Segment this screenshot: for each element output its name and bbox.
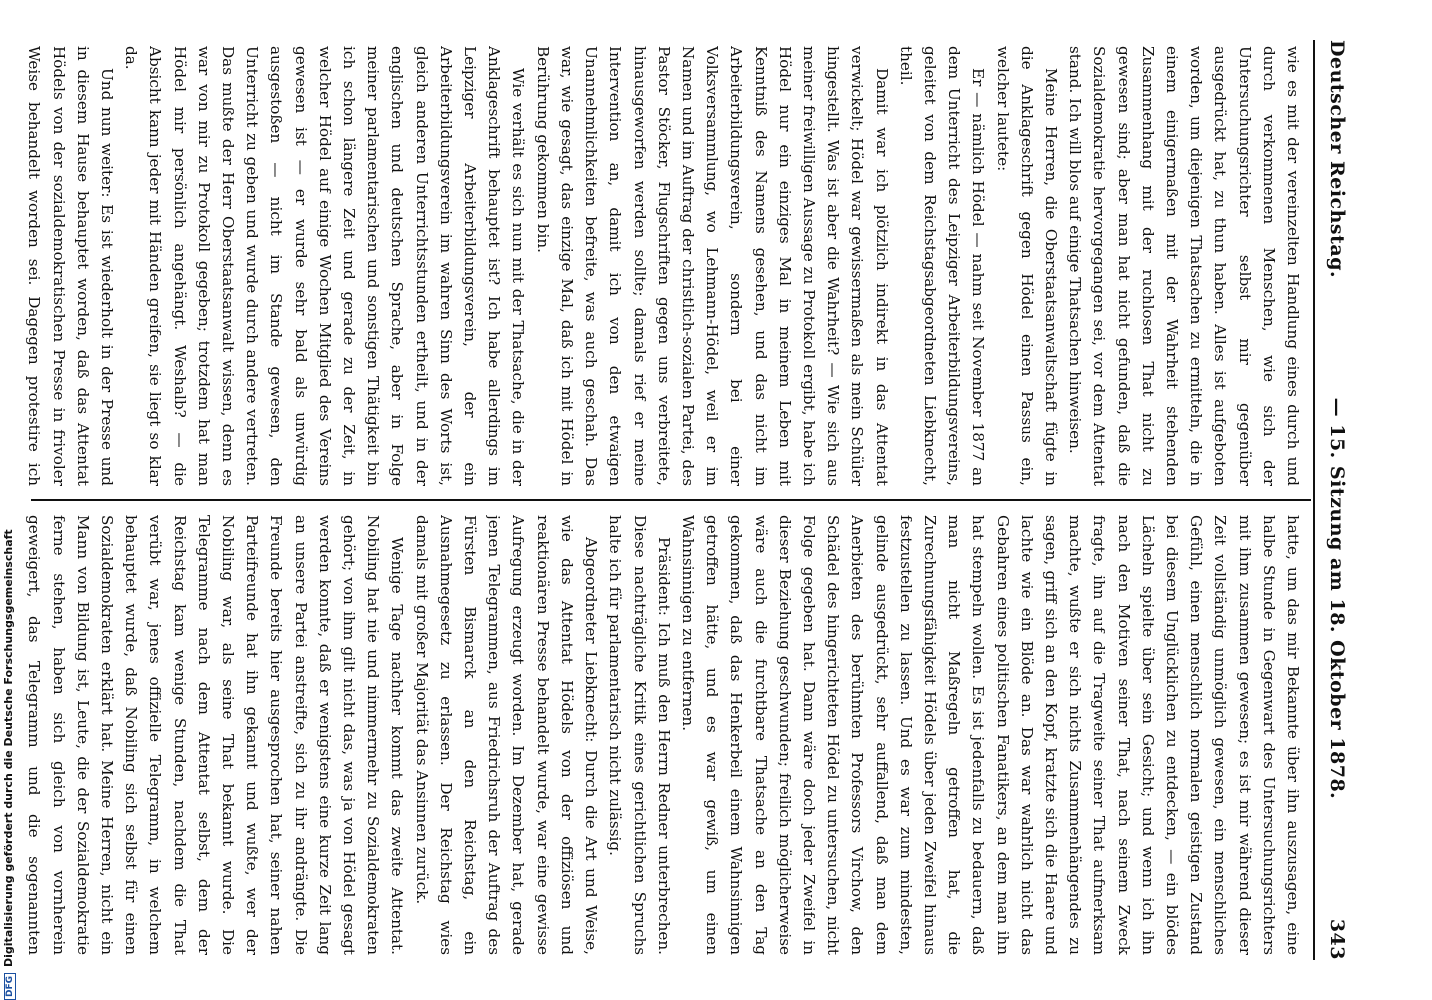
digitization-footer: [2, 529, 16, 1000]
paragraph: Abgeordneter Liebknecht: Durch die Art und Weise, wie das Attentat Hödels von der offiziösen und reaktionären Presse behandelt wurde, war eine gewisse Aufregung erzeugt worden. Im Dezember hat, gerade jenen Telegrammen, aus Friedrichsruh der Auftrag des Fürsten Bismarck an den Reichstag, ein Ausnahmegesetz zu erlassen. Der Reichstag wies damals mit großer Majorität das Ansinnen zurück.: [412, 515, 601, 955]
page-header: [1319, 40, 1355, 960]
page-number: 343: [1326, 918, 1348, 960]
quote-paragraph: Er — nämlich Hödel — nahm seit November 1877 an dem Unterricht des Leipziger Arbeiterbildungsvereins, geleitet von dem Reichstagsabgeordneten Liebknecht, theil.: [896, 46, 988, 486]
dfg-logo-icon: DFG: [4, 973, 16, 1000]
rotated-page: [15, 0, 1355, 1000]
right-column: [25, 515, 1305, 955]
left-column: [25, 46, 1305, 486]
paragraph: Wenige Tage nachher kommt das zweite Attentat. Nobiling hat nie und nimmermehr zu Sozialdemokraten gehört; von ihm gilt nicht das, was ja von Hödel gesagt werden konnte, daß er wenigstens eine kurze Zeit lang an unsere Partei anstreifte, sich zu ihr andrängte. Die Freunde bereits hier ausgesprochen hat, seiner nahen Parteifreunde hat ihn gekannt und wußte, wer der Nobiling war, als seine That bekannt wurde. Die Telegramme nach dem Attentat selbst, dem der Reichstag kam wenige Stunden, nachdem die That verübt war, jenes offizielle Telegramm, in welchem behauptet wurde, daß Nobiling sich selbst für einen Sozialdemokraten erklärt hat. Meine Herren, nicht ein Mann von Bildung ist, Leute, die der Sozialdemokratie ferne stehen, haben sich gleich von vornherein geweigert, das Telegramm und die sogenannten: [25, 515, 407, 955]
paragraph: Und nun weiter: Es ist wiederholt in der Presse und in diesem Hause behauptet worden, daß das Attentat Hödels von der sozialdemokratischen Presse in frivoler Weise behandelt worden sei. Dagegen protestire ich: [25, 46, 117, 486]
column-divider: [31, 499, 1311, 501]
paragraph: Meine Herren, die Oberstaatsanwaltschaft fügte in die Anklageschrift gegen Hödel einen Passus ein, welcher lautete:: [993, 46, 1060, 486]
paragraph: Damit war ich plötzlich indirekt in das Attentat verwickelt; Hödel war gewissermaßen als mein Schüler hingestellt. Was ist aber die Wahrheit? — Wie sich aus meiner freiwilligen Aussage zu Protokoll ergibt, habe ich Hödel nur ein einziges Mal in meinem Leben mit Kenntniß des Namens gesehen, und das nicht im Arbeiterbildungsverein, sondern bei einer Volksversammlung, wo Lehmann-Hödel, weil er im Namen und im Auftrag der christlich-sozialen Partei, des Pastor Stöcker, Flugschriften gegen uns verbreitete, hinausgeworfen werden sollte; damals rief er meine Intervention an, damit ich von den etwaigen Unannehmlichkeiten befreite, was auch geschah. Das war, wie gesagt, das einzige Mal, daß ich mit Hödel in Berührung gekommen bin.: [533, 46, 891, 486]
footer-text: Digitalisierung gefördert durch die Deutsche Forschungsgemeinschaft: [2, 529, 15, 967]
header-title: Deutscher Reichstag.: [1326, 40, 1348, 279]
paragraph: wie es mit der vereinzelten Handlung eines durch und durch verkommenen Menschen, wie sich der Untersuchungsrichter selbst mir gegenüber ausgedrückt hat, zu thun haben. Alles ist aufgeboten worden, um diejenigen Thatsachen zu ermitteln, die in einem einigermaßen mit der Wahrheit stehenden Zusammenhang mit der ruchlosen That nicht zu gewesen sind; aber man hat nicht gefunden, daß die Sozialdemokratie hervorgegangen sei, vor dem Attentat stand. Ich will blos auf einige Thatsachen hinweisen.: [1066, 46, 1302, 486]
header-rule: [1313, 40, 1315, 960]
paragraph: hatte, um das mir Bekannte über ihn auszusagen, eine halbe Stunde in Gegenwart des Untersuchungsrichters mit ihm zusammen gewesen; es ist mir während dieser Zeit vollständig unmöglich gewesen, ein menschliches Gefühl, einen menschlich normalen geistigen Zustand bei diesem Unglücklichen zu entdecken, — ein blödes Lächeln spielte über sein Gesicht; und wenn ich ihn nach den Motiven seiner That, nach seinem Zweck fragte, ihn auf die Tragweite seiner That aufmerksam machte, wußte er sich nichts Zusammenhängendes zu sagen, griff sich an den Kopf, kratzte sich die Haare und lachte wie ein Blöde an. Das war wahrlich nicht das Gebahren eines politischen Fanatikers, an dem man ihn hat stempeln wollen. Es ist jedenfalls zu bedauern, daß man nicht Maßregeln getroffen hat, die Zurechnungsfähigkeit Hödels über jeden Zweifel hinaus festzustellen zu lassen. Und es war zum mindesten, gelinde ausgedrückt, sehr auffallend, daß man dem Anerbieten des berühmten Professors Virchow, den Schädel des hingerichteten Hödel zu untersuchen, nicht Folge gegeben hat. Dann wäre doch jeder Zweifel in dieser Beziehung geschwunden; freilich möglicherweise wäre auch die furchtbare Thatsache an den Tag gekommen, daß das Henkerbeil einem Wahnsinnigen getroffen hätte, und es war gewiß, um einen Wahnsinnigen zu entfernen.: [678, 515, 1302, 955]
paragraph: Wie verhält es sich nun mit der Thatsache, die in der Anklageschrift behauptet ist? Ich habe allerdings im Leipziger Arbeiterbildungsverein, der ein Arbeiterbildungsverein im wahren Sinn des Worts ist, gleich anderen Unterrichtsstunden ertheilt, und in der englischen und deutschen Sprache, aber in Folge meiner parlamentarischen und sonstigen Thätigkeit bin ich schon längere Zeit und gerade zu der Zeit, in welcher Hödel auf einige Wochen Mitglied des Vereins gewesen ist — er wurde sehr bald als unwürdig ausgestoßen — nicht im Stande gewesen, den Unterricht zu geben und wurde durch andere vertreten. Das mußte der Herr Oberstaatsanwalt wissen, denn es war von mir zu Protokoll gegeben; trotzdem hat man Hödel mir persönlich angehängt. Weshalb? — die Absicht kann jeder mit Händen greifen, sie liegt so klar da.: [122, 46, 528, 486]
header-session: — 15. Sitzung am 18. Oktober 1878.: [1326, 397, 1348, 800]
president-remark: Präsident: Ich muß den Herrn Redner unterbrechen. Diese nachträgliche Kritik eines gerichtlichen Spruchs halte ich für parlamentarisch nicht zulässig.: [606, 515, 673, 955]
